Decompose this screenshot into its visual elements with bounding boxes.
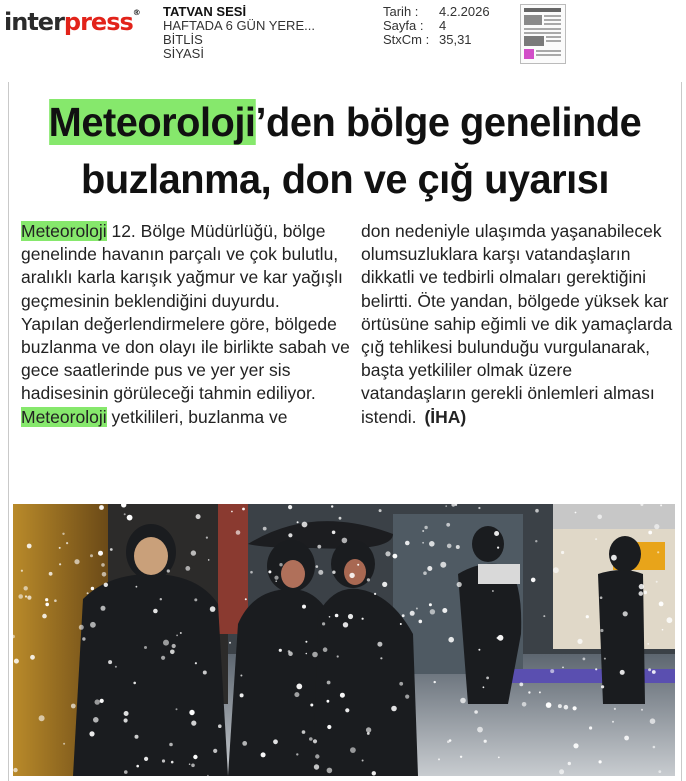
article-column-1: [21, 220, 351, 429]
paragraph-3: Meteoroloji yetkilileri, buzlanma ve: [21, 406, 288, 427]
publication-frequency: HAFTADA 6 GÜN YERE...: [163, 18, 315, 33]
paragraph-4: don nedeniyle ulaşımda yaşanabilecek olumsuzluklara karşı vatandaşların dikkatli ve tedbirli olmaları gerektiğini belirtti. Öte yandan, bölgede yüksek kar örtüsüne sahip eğimli ve dik yamaçlarda çığ tehlikesi bulunduğu vurgulanarak, başta yetkililer olmak üzere vatandaşların gerekli önlemleri alması istendi. (İHA): [361, 221, 673, 427]
paragraph-2: Yapılan değerlendirmelere göre, bölgede buzlanma ve don olayı ile birlikte sabah ve gece saatlerinde pus ve yer yer sis hadisesinin görüleceği tahmin ediliyor.: [21, 313, 350, 404]
headline-highlight: Meteoroloji: [48, 99, 256, 145]
clipping-meta: [383, 5, 490, 47]
page-value: 4: [439, 18, 447, 33]
publication-category: SİYASİ: [163, 46, 204, 61]
news-source: (İHA): [424, 406, 467, 427]
snowy-street-photo: [13, 504, 675, 776]
page-label: Sayfa :: [383, 18, 424, 33]
headline: [19, 94, 671, 208]
headline-line2: buzlanma, don ve çığ uyarısı: [81, 156, 609, 202]
publication-city: BİTLİS: [163, 32, 203, 47]
date-value: 4.2.2026: [439, 4, 490, 19]
keyword-highlight: Meteoroloji: [21, 221, 107, 241]
stxcm-label: StxCm :: [383, 32, 430, 47]
page-thumbnail[interactable]: [520, 4, 566, 64]
photo-illustration: [13, 504, 675, 776]
article-clipping: [8, 82, 682, 781]
publication-info: [163, 5, 315, 61]
article-column-2: [361, 220, 679, 429]
keyword-highlight: Meteoroloji: [21, 406, 107, 427]
paragraph-1: Meteoroloji 12. Bölge Müdürlüğü, bölge genelinde havanın parçalı ve çok bulutlu, aralıklı karla karışık yağmur ve kar yağışlı geçmesinin beklendiğini duyurdu.: [21, 221, 343, 311]
stxcm-value: 35,31: [439, 32, 472, 47]
interpress-logo: interpress®: [4, 8, 141, 36]
date-label: Tarih :: [383, 4, 419, 19]
headline-line1: ’den bölge genelinde: [255, 99, 642, 145]
publication-name: TATVAN SESİ: [163, 4, 247, 19]
